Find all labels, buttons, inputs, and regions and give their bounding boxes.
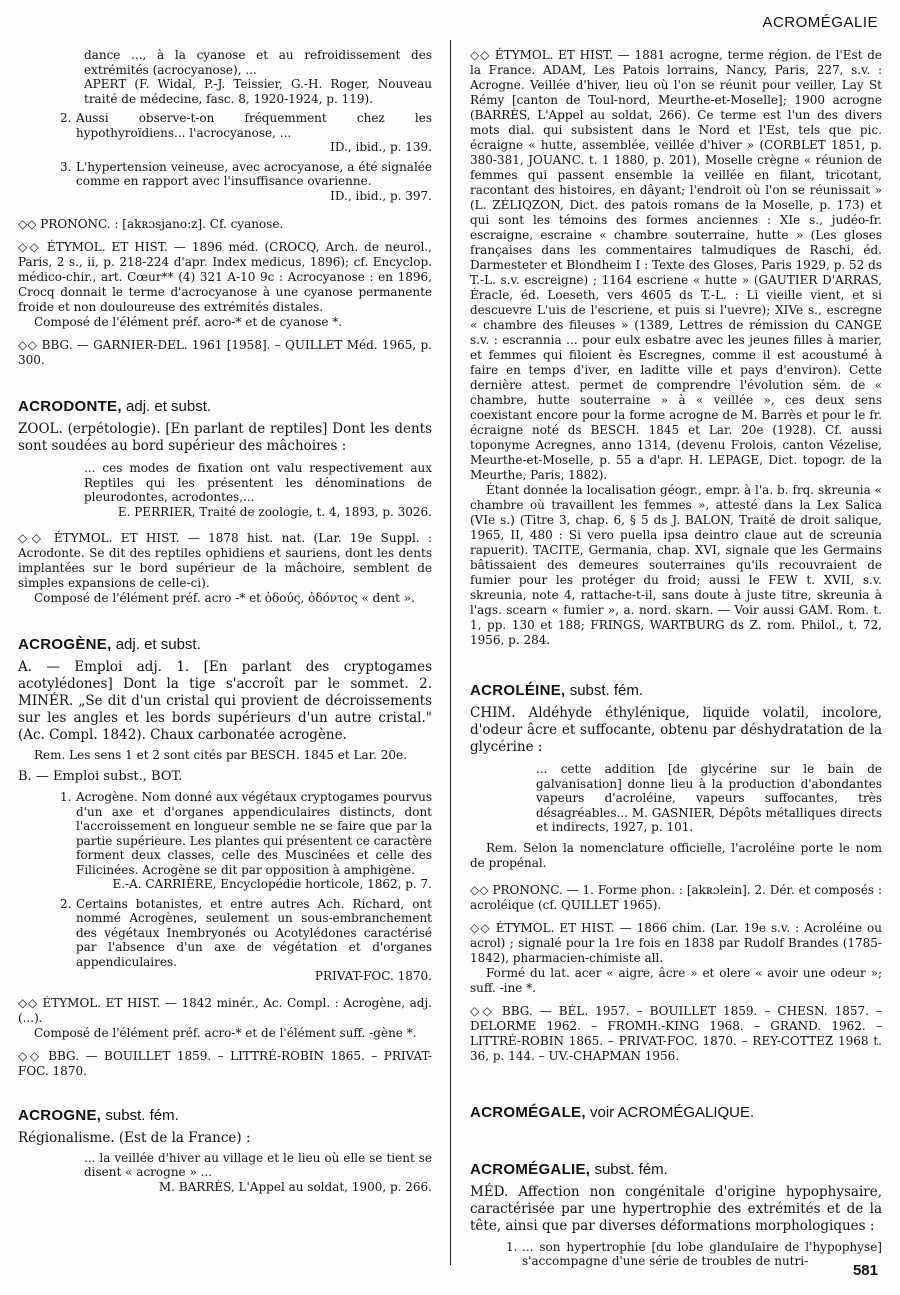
running-head: ACROMÉGALIE [762, 14, 878, 31]
item-source: E.-A. CARRIÈRE, Encyclopédie horticole, 1862, p. 7. [112, 877, 432, 891]
etymol-compose: Composé de l'élément préf. acro -* et ὀδούς, ὀδόντος « dent ». [34, 591, 415, 605]
definition: ZOOL. (erpétologie). [En parlant de reptiles] Dont les dents sont soudées au bord supérieur des mâchoires : [18, 421, 432, 454]
entry-acrogne [18, 1107, 432, 1124]
quote-source: APERT (F. Widal, P.-J. Teissier, G.-H. Roger, Nouveau traité de médecine, fasc. 8, 1920-1924, p. 119). [84, 77, 432, 106]
bbg-section: ◇◇ BBG. — BÉL. 1957. – BOUILLET 1859. – CHESN. 1857. – DELORME 1962. – FROMH.-KING 1968. – GRAND. 1962. – LITTRÉ-ROBIN 1865. – PRIVAT-FOC. 1870. – REY-COTTEZ 1968 t. 36, p. 144. – UV.-CHAPMAN 1956. [470, 1003, 882, 1063]
cross-reference[interactable]: voir ACROMÉGALIQUE. [589, 1103, 755, 1121]
citation-item-1 [470, 1240, 882, 1269]
definition: Régionalisme. (Est de la France) : [18, 1129, 251, 1146]
quote-text: dance ..., à la cyanose et au refroidissement des extrémités (acrocyanose), ... [84, 48, 432, 77]
acrocyanose-quote-3 [18, 160, 432, 204]
bbg-section: ◇◇ BBG. — BOUILLET 1859. – LITTRÉ-ROBIN 1865. – PRIVAT-FOC. 1870. [18, 1048, 432, 1078]
left-column [18, 48, 432, 1255]
item-number: 2. [60, 111, 72, 125]
prononc-section: ◇◇ PRONONC. — 1. Forme phon. : [akʀɔlein]. 2. Dér. et composés : acroléique (cf. QUILLET 1965). [470, 882, 882, 912]
part-of-speech: adj. et subst. [126, 398, 212, 415]
part-of-speech: subst. fém. [569, 682, 644, 699]
etymol-section: ◇◇ ÉTYMOL. ET HIST. — 1866 chim. (Lar. 19e s.v. : Acroléine ou acrol) ; signalé pour la 1re fois en 1838 par Rudolf Brandes (1785-1842), pharmacien-chimiste all. [470, 920, 882, 965]
quote-source: M. BARRÈS, L'Appel au soldat, 1900, p. 266. [158, 1179, 432, 1194]
headword: ACROMÉGALE, [470, 1103, 586, 1121]
item-number: 2. [60, 896, 72, 911]
headword: ACROLÉINE, [470, 682, 566, 699]
etymol-section: ◇◇ ÉTYMOL. ET HIST. — 1878 hist. nat. (Lar. 19e Suppl. : Acrodonte. Se dit des reptiles ophidiens et sauriens, dont les dents implantées sur le bord supérieur de la mâchoire, semblent de simples expansions de celle-ci). [18, 531, 432, 590]
sense-b-item-1 [18, 790, 432, 892]
part-of-speech: subst. fém. [594, 1160, 668, 1178]
citation [18, 1151, 432, 1195]
entry-acroleine [470, 682, 882, 699]
item-text: ... son hypertrophie [du lobe glandulaire de l'hypophyse] s'accompagne d'une série de troubles de nutri- [522, 1239, 882, 1268]
acrocyanose-quote-2 [18, 111, 432, 155]
etymol-compose: Composé de l'élément préf. acro-* et de cyanose *. [34, 315, 343, 329]
citation [470, 762, 882, 835]
column-divider [450, 40, 451, 1265]
entry-acrodonte [18, 398, 432, 415]
item-number: 1. [506, 1239, 518, 1254]
definition: MÉD. Affection non congénitale d'origine hypophysaire, caractérisée par une hypertrophie des extrémités et de la tête, ainsi que par diverses déformations morphologiques : [470, 1183, 882, 1234]
acrogne-etymol-continuation: Étant donnée la localisation géogr., empr. à l'a. b. frq. skreunia « chambre où travaillent les femmes », attesté dans la Lex Salica (VIe s.) (Titre 3, chap. 6, § 5 ds J. BALON, Traité de droit salique, 1965, II, 480 : Si vero puella ipsa deintro claue aut de screunia rapuerit). TACITE, Germania, chap. XVI, signale que les Germains bâtissaient des demeures souterraines qu'ils recouvraient de fumier pour les protéger du froid; aussi le FEW t. XVII, s.v. skreunia, note 4, rattache-t-il, sans doute à juste titre, skreunia à l'ags. scearn « fumier », a. nord. skarn. — Voir aussi GAM. Rom. t. 1, pp. 130 et 188; FRINGS, WARTBURG ds Z. rom. Philol., t. 72, 1956, p. 284. [470, 483, 882, 647]
sense-b-heading: B. — Emploi subst., BOT. [18, 769, 183, 784]
headword: ACROGNE, [18, 1106, 102, 1124]
etymol-section: ◇◇ ÉTYMOL. ET HIST. — 1896 méd. (CROCQ, Arch. de neurol., Paris, 2 s., ii, p. 218-224 d'apr. Index medicus, 1896); cf. Encyclop. médico-chir., art. Cœur** (4) 321 A-10 9c : Acrocyanose : en 1896, Crocq donnait le terme d'acrocyanose à une cyanose permanente froide et non douloureuse des extrémités distales. [18, 240, 432, 314]
item-text: Aussi observe-t-on fréquemment chez les hypothyroïdiens... l'acrocyanose, ... [76, 111, 432, 140]
headword: ACRODONTE, [18, 398, 122, 415]
item-number: 3. [60, 159, 72, 174]
remark: Rem. Selon la nomenclature officielle, l'acroléine porte le nom de propénal. [470, 840, 882, 870]
page-number: 581 [852, 1262, 878, 1279]
sense-a: A. — Emploi adj. 1. [En parlant des cryptogames acotylédones] Dont la tige s'accroît par le sommet. 2. MINÉR. „Se dit d'un cristal qui provient de décroissements sur les angles et les bords supérieurs d'un autre cristal." (Ac. Compl. 1842). Chaux carbonatée acrogène. [18, 659, 432, 743]
headword: ACROMÉGALIE, [470, 1160, 591, 1178]
item-text: Certains botanistes, et entre autres Ach. Richard, ont nommé Acrogènes, seulement un sous-embranchement des végétaux Inembryonés ou Acotylédones caractérisé par l'absence d'un axe de végétation et d'organes appendiculaires. [76, 896, 432, 969]
bbg-section: ◇◇ BBG. — GARNIER-DEL. 1961 [1958]. – QUILLET Méd. 1965, p. 300. [18, 338, 432, 367]
quote-text: ... cette addition [de glycérine sur le bain de galvanisation] donne lieu à la production d'abondantes vapeurs d'acroléine, vapeurs suffocantes, très désagréables... M. GASNIER, Dépôts métalliques directs et indirects, 1927, p. 101. [536, 762, 882, 834]
acrogne-etymol-section: ◇◇ ÉTYMOL. ET HIST. — 1881 acrogne, terme région. de l'Est de la France. ADAM, Les Patois lorrains, Nancy, Paris, 227, s.v. : Acrogne. Veillée d'hiver, lieu où l'on se réunit pour veiller, Lay St Rémy [canton de Toul-nord, Meurthe-et-Moselle]; 1900 acrogne (BARRÈS, L'Appel au soldat, 266). Ce terme est l'un des divers mots dial. qui subsistent dans le Nord et l'Est, tels que pic. écraigne « hutte, assemblée, veillée d'hiver » (CORBLET 1851, p. 380-381, JOUANC. t. 1 1880, p. 201), Moselle crègne « réunion de femmes qui passent ensemble la veillée en filant, tricotant, racontant des histoires, en dâyant; l'endroit où l'on se réunissait » (L. ZÉLIQZON, Dict. des patois romans de la Moselle, p. 173) et qui sont les témoins des formes anciennes : XIe s., judéo-fr. escraigne, escraine « chambre souterraine, hutte » (Les gloses françaises dans les commentaires talmudiques de Raschi, éd. Darmesteter et Blondheim I : Texte des Gloses, Paris 1929, p. 52 ds T.-L. s.v. escreigne) ; 1164 escriene « hutte » (GAUTIER D'ARRAS, Éracle, éd. Loeseth, vers 4605 ds T.-L. : Li vieille vient, et si descuevre L'uis de l'escriene, et puis si l'uevre); XIVe s., escregne « chambre des fileuses » (1389, Lettres de rémission du CANGE s.v. : escrannia ... pour eulx esbatre avec les jeunes filles à marier, et femmes qui filoient ès Escregnes, comme il est acoustumé à faire en temps d'iver, en laditte ville et pays d'environ). Cette dernière attest. permet de comprendre l'évolution sém. de « chambre, hutte souterraine » à « veillée », ces deux sens coexistant encore pour la forme acrogne de M. Barrès et pour le fr. écraigne noté ds BESCH. 1845 et Lar. 20e (1928). Cf. aussi toponyme Acregnes, anno 1314, (devenu Frolois, canton Vézelise, Meurthe-et-Moselle, p. 55 a d'apr. H. LEPAGE, Dict. topogr. de la Meurthe, Paris, 1882). [470, 48, 882, 482]
prononc-section: ◇◇ PRONONC. : [akʀɔsjano:z]. Cf. cyanose. [18, 217, 284, 231]
sense-b-item-2 [18, 897, 432, 984]
etymol-forme: Formé du lat. acer « aigre, âcre » et olere « avoir une odeur »; suff. -ine *. [470, 965, 882, 995]
etymol-section: ◇◇ ÉTYMOL. ET HIST. — 1842 minér., Ac. Compl. : Acrogène, adj. (...). [18, 995, 432, 1025]
quote-text: ... ces modes de fixation ont valu respectivement aux Reptiles qui les présentent les dénominations de pleurodontes, acrodontes,... [84, 461, 432, 504]
quote-text: ... la veillée d'hiver au village et le lieu où elle se tient se disent « acrogne » ... [84, 1150, 432, 1179]
citation [18, 461, 432, 519]
item-text: Acrogène. Nom donné aux végétaux cryptogames pourvus d'un axe et d'organes appendiculaires distincts, dont l'accroissement en longueur semble ne se faire que par la partie supérieure. Les plantes qui présentent ce caractère forment deux classes, celle des Muscinées et celle des Filicinées. Acrogène se dit par opposition à amphigène. [76, 790, 432, 877]
acrocyanose-quote-1 [18, 48, 432, 106]
item-source: ID., ibid., p. 397. [330, 188, 432, 203]
item-source: ID., ibid., p. 139. [330, 140, 432, 154]
item-text: L'hypertension veineuse, avec acrocyanose, a été signalée comme en rapport avec l'insuffisance ovarienne. [76, 159, 432, 188]
right-column [470, 48, 882, 1268]
remark: Rem. Les sens 1 et 2 sont cités par BESCH. 1845 et Lar. 20e. [34, 748, 407, 762]
item-source: PRIVAT-FOC. 1870. [314, 969, 432, 983]
part-of-speech: adj. et subst. [115, 636, 201, 653]
entry-acrogene [18, 636, 432, 653]
part-of-speech: subst. fém. [105, 1106, 179, 1124]
entry-acromegalie [470, 1161, 882, 1178]
etymol-compose: Composé de l'élément préf. acro-* et de l'élément suff. -gène *. [34, 1025, 417, 1040]
item-number: 1. [60, 790, 72, 804]
quote-source: E. PERRIER, Traité de zoologie, t. 4, 1893, p. 3026. [117, 504, 432, 519]
entry-acromegale [470, 1104, 882, 1121]
headword: ACROGÈNE, [18, 636, 112, 653]
definition: CHIM. Aldéhyde éthylénique, liquide volatil, incolore, d'odeur âcre et suffocante, obtenu par déshydratation de la glycérine : [470, 705, 882, 755]
